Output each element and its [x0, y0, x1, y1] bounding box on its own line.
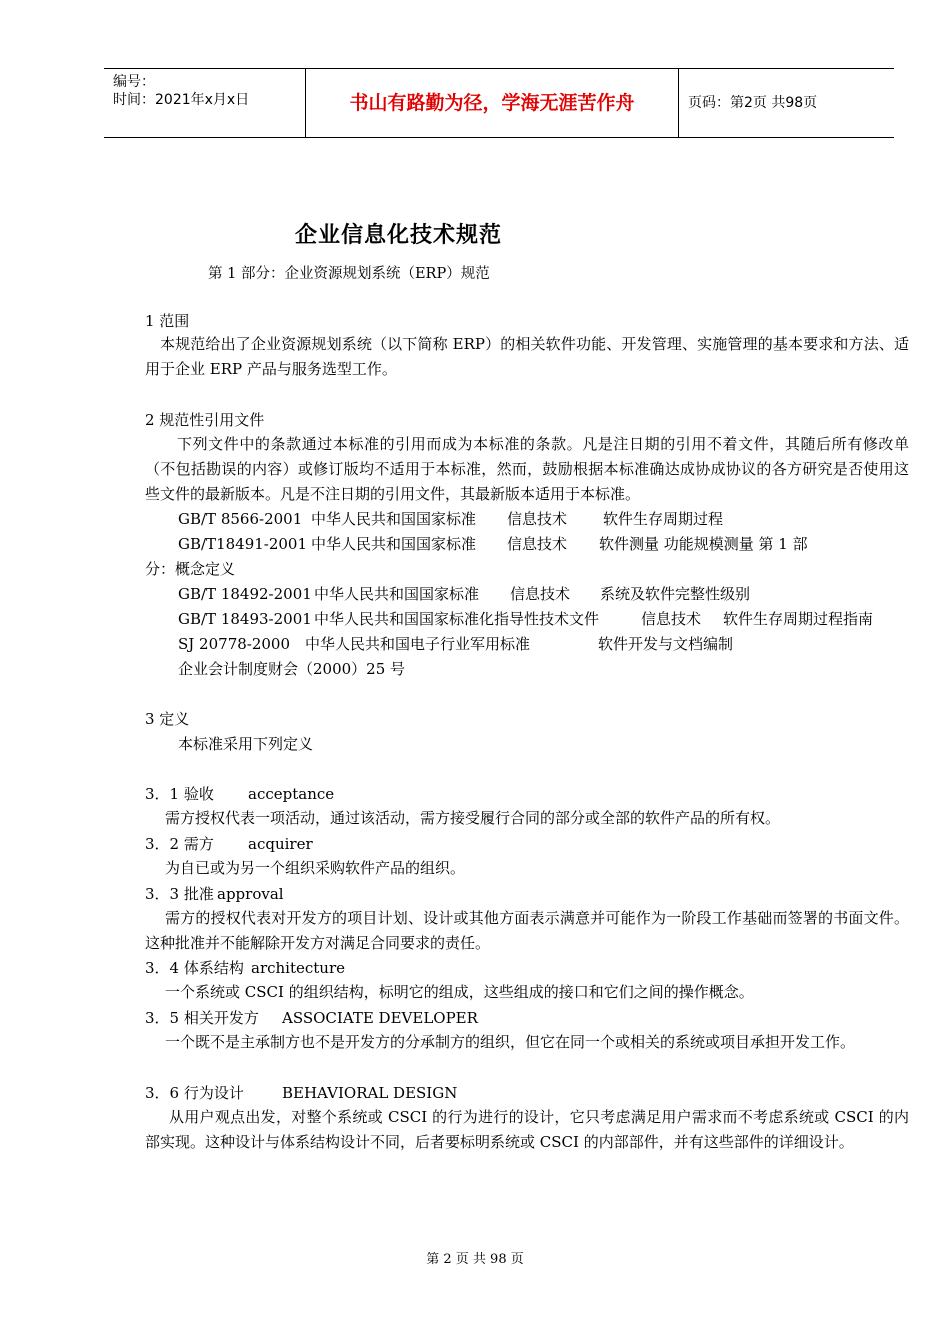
page-header-table [104, 68, 894, 138]
motto-text: 书山有路勤为径，学海无涯苦作舟 [306, 69, 679, 137]
term-en: ASSOCIATE DEVELOPER [282, 1009, 478, 1027]
definition-term [145, 1008, 478, 1028]
reference-item [178, 609, 873, 629]
page-info: 页码：第2页 共98页 [688, 95, 818, 111]
definition-body: 需方的授权代表对开发方的项目计划、设计或其他方面表示满意并可能作为一阶段工作基础而签署的书面文件。这种批准并不能解除开发方对满足合同要求的责任。 [145, 909, 909, 952]
reference-item [178, 584, 750, 604]
reference-item: 企业会计制度财会（2000）25 号 [178, 660, 406, 678]
term-en: BEHAVIORAL DESIGN [282, 1084, 458, 1102]
term-cn: 3．3 批准 [145, 885, 214, 903]
definition-body: 一个系统或 CSCI 的组织结构，标明它的组成，这些组成的接口和它们之间的操作概念。 [165, 983, 754, 1001]
ref-code: GB/T 18492-2001 [178, 585, 312, 603]
ref-name: 软件生存周期过程 [603, 510, 724, 528]
ref-org: 中华人民共和国国家标准化指导性技术文件 [314, 610, 600, 628]
definition-term [145, 884, 284, 904]
document-subtitle: 第 1 部分：企业资源规划系统（ERP）规范 [208, 266, 490, 282]
definition-body: 需方授权代表一项活动，通过该活动，需方接受履行合同的部分或全部的软件产品的所有权。 [165, 809, 781, 827]
ref-org: 中华人民共和国电子行业军用标准 [305, 635, 531, 653]
ref-code: GB/T18491-2001 [178, 535, 308, 553]
section-2-heading: 2 规范性引用文件 [145, 411, 265, 429]
term-cn: 3．2 需方 [145, 835, 214, 853]
definition-term [145, 834, 313, 854]
definition-term [145, 958, 345, 978]
term-cn: 3．6 行为设计 [145, 1084, 244, 1102]
ref-code: SJ 20778-2000 [178, 635, 291, 653]
term-cn: 3．4 体系结构 [145, 959, 244, 977]
term-cn: 3．5 相关开发方 [145, 1009, 259, 1027]
definition-body: 从用户观点出发，对整个系统或 CSCI 的行为进行的设计，它只考虑满足用户需求而不考虑系统或 CSCI 的内部实现。这种设计与体系结构设计不同，后者要标明系统或 CSCI 的内部部件，并有这些部件的详细设计。 [145, 1108, 909, 1151]
ref-code: GB/T 18493-2001 [178, 610, 312, 628]
reference-item [178, 634, 733, 654]
ref-org: 中华人民共和国国家标准 [311, 510, 477, 528]
ref-name: 软件开发与文档编制 [598, 635, 734, 653]
ref-field: 信息技术 [510, 585, 571, 603]
term-cn: 3．1 验收 [145, 785, 214, 803]
definition-term [145, 1083, 457, 1103]
section-1-heading: 1 范围 [145, 312, 190, 330]
ref-name: 系统及软件完整性级别 [600, 585, 751, 603]
term-en: acquirer [248, 835, 313, 853]
document-title: 企业信息化技术规范 [295, 222, 503, 248]
reference-continuation: 分：概念定义 [145, 560, 236, 578]
ref-org: 中华人民共和国国家标准 [311, 535, 477, 553]
section-2-body: 下列文件中的条款通过本标准的引用而成为本标准的条款。凡是注日期的引用不着文件，其随后所有修改单（不包括勘误的内容）或修订版均不适用于本标准，然而，鼓励根据本标准确达成协成协议的各方研究是否使用这些文件的最新版本。凡是不注日期的引用文件，其最新版本适用于本标准。 [145, 435, 909, 503]
section-3-intro: 本标准采用下列定义 [178, 735, 314, 753]
ref-field: 信息技术 [507, 535, 568, 553]
ref-org: 中华人民共和国国家标准 [314, 585, 480, 603]
ref-code: GB/T 8566-2001 [178, 510, 303, 528]
number-label: 编号： [113, 74, 155, 90]
time-label: 时间：2021年x月x日 [113, 92, 250, 108]
section-1-body: 本规范给出了企业资源规划系统（以下简称 ERP）的相关软件功能、开发管理、实施管理的基本要求和方法、适用于企业 ERP 产品与服务选型工作。 [145, 335, 909, 378]
page-footer: 第 2 页 共 98 页 [426, 1252, 524, 1267]
term-en: architecture [251, 959, 346, 977]
ref-name: 软件生存周期过程指南 [723, 610, 874, 628]
term-en: approval [217, 885, 284, 903]
ref-name: 软件测量 功能规模测量 第 1 部 [599, 535, 808, 553]
reference-item [178, 509, 723, 529]
section-3-heading: 3 定义 [145, 710, 190, 728]
header-meta-cell [104, 69, 306, 137]
term-en: acceptance [248, 785, 335, 803]
definition-body: 一个既不是主承制方也不是开发方的分承制方的组织，但它在同一个或相关的系统或项目承担开发工作。 [165, 1033, 856, 1051]
ref-field: 信息技术 [641, 610, 702, 628]
definition-term [145, 784, 334, 804]
definition-body: 为自已或为另一个组织采购软件产品的组织。 [165, 859, 466, 877]
ref-field: 信息技术 [507, 510, 568, 528]
reference-item [178, 534, 808, 554]
